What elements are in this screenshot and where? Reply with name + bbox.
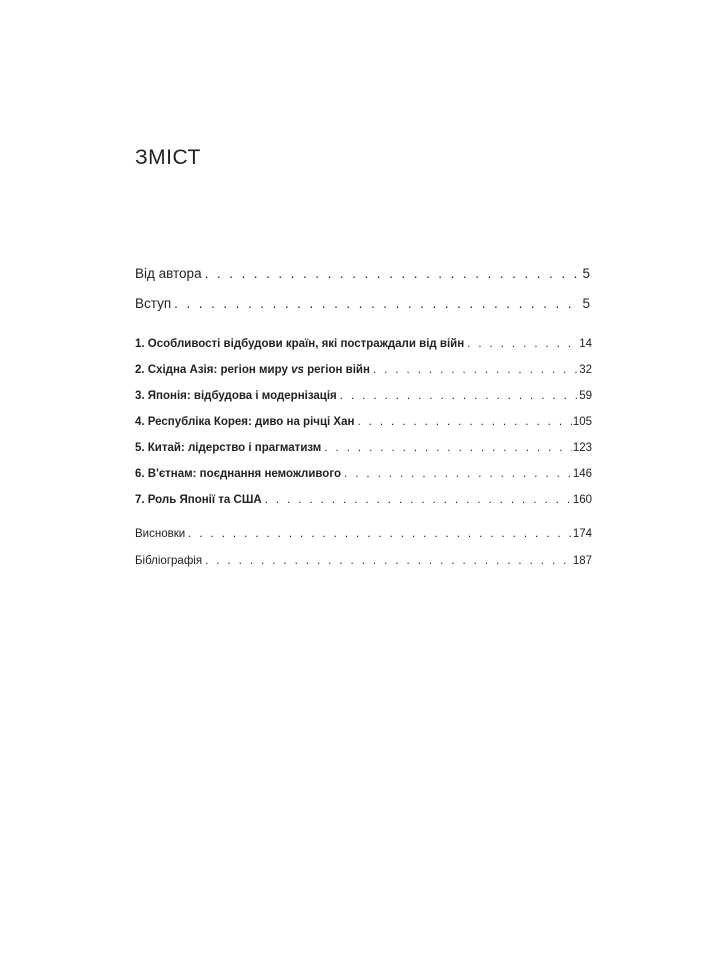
dot-leader	[205, 266, 582, 281]
toc-entry-label: 1. Особливості відбудови країн, які постраждали від війн	[135, 338, 465, 350]
toc-entry-page: 146	[572, 468, 592, 480]
toc-entry-page: 187	[572, 555, 592, 567]
toc-entry-label: 3. Японія: відбудова і модернізація	[135, 390, 337, 402]
dot-leader	[467, 338, 578, 350]
dot-leader	[357, 416, 571, 428]
toc-entry-label: 2. Східна Азія: регіон миру vs регіон війн	[135, 364, 370, 376]
table-of-contents	[135, 266, 592, 582]
italic-vs: vs	[291, 364, 304, 376]
toc-entry-label: Від автора	[135, 266, 202, 281]
toc-entry-chapter-4	[135, 416, 592, 442]
toc-entry-label: 5. Китай: лідерство і прагматизм	[135, 442, 322, 454]
page-title: ЗМІСТ	[135, 146, 201, 169]
toc-entry-label: Вступ	[135, 296, 172, 311]
toc-entry-label: 6. В'єтнам: поєднання неможливого	[135, 468, 341, 480]
toc-entry-page: 32	[579, 364, 592, 376]
toc-entry-page: 14	[579, 338, 592, 350]
toc-entry-introduction	[135, 296, 592, 326]
toc-entry-page: 105	[572, 416, 592, 428]
toc-entry-page: 123	[572, 442, 592, 454]
dot-leader	[324, 442, 571, 454]
toc-entry-conclusions	[135, 528, 592, 555]
toc-entry-chapter-1	[135, 338, 592, 364]
dot-leader	[188, 528, 572, 540]
toc-entry-page: 174	[572, 528, 592, 540]
toc-entry-page: 5	[582, 266, 590, 281]
dot-leader	[174, 296, 581, 311]
toc-entry-label: Висновки	[135, 528, 186, 540]
toc-entry-label: 4. Республіка Корея: диво на річці Хан	[135, 416, 355, 428]
toc-entry-chapter-7	[135, 494, 592, 520]
toc-entry-page: 5	[582, 296, 590, 311]
dot-leader	[265, 494, 572, 506]
toc-entry-chapter-2	[135, 364, 592, 390]
dot-leader	[340, 390, 578, 402]
toc-entry-chapter-3	[135, 390, 592, 416]
toc-entry-chapter-6	[135, 468, 592, 494]
dot-leader	[205, 555, 572, 567]
toc-entry-chapter-5	[135, 442, 592, 468]
toc-entry-from-author	[135, 266, 592, 296]
toc-entry-label: 7. Роль Японії та США	[135, 494, 262, 506]
toc-entry-bibliography	[135, 555, 592, 582]
toc-entry-page: 160	[572, 494, 592, 506]
dot-leader	[344, 468, 572, 480]
toc-entry-label: Бібліографія	[135, 555, 203, 567]
toc-entry-page: 59	[579, 390, 592, 402]
dot-leader	[373, 364, 578, 376]
